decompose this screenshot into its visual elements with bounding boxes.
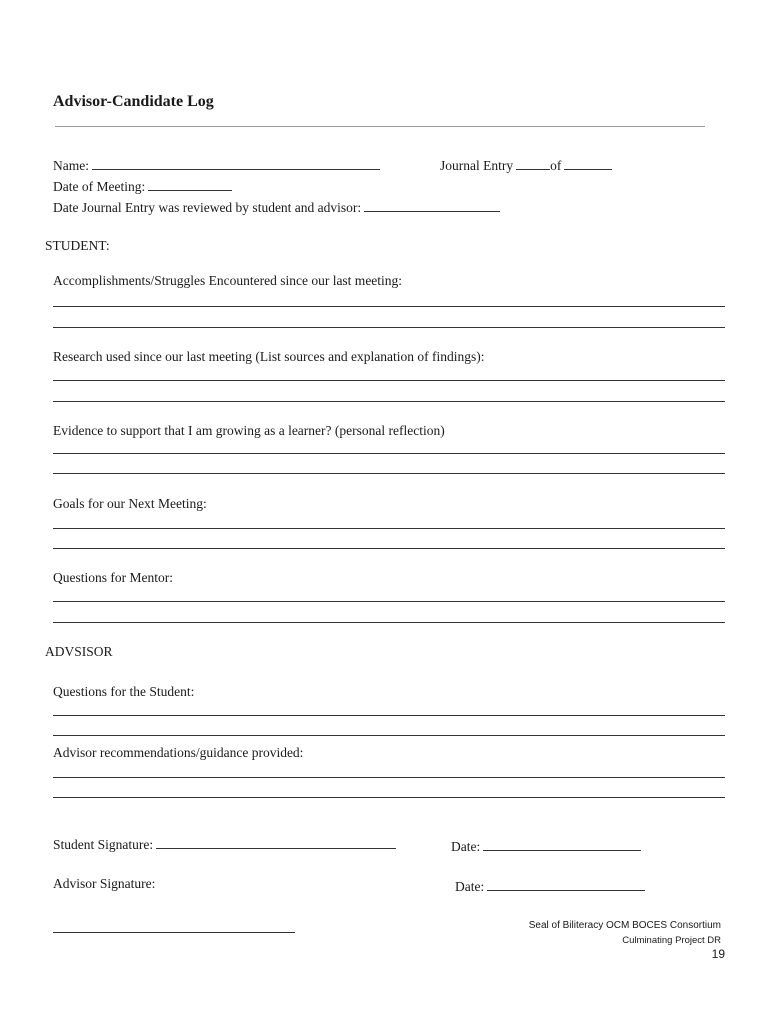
student-date-blank[interactable] — [483, 838, 641, 851]
student-heading: STUDENT: — [45, 238, 110, 253]
date-of-meeting-row — [53, 178, 232, 195]
date-reviewed-blank[interactable] — [364, 199, 500, 212]
advisor-date-label: Date: — [455, 879, 485, 894]
advisor-date-blank[interactable] — [487, 878, 645, 891]
student-signature-blank[interactable] — [156, 836, 396, 849]
page-number: 19 — [711, 947, 725, 961]
date-of-meeting-label: Date of Meeting: — [53, 179, 146, 194]
answer-line[interactable] — [53, 528, 725, 529]
journal-entry-row — [440, 157, 612, 174]
answer-line[interactable] — [53, 777, 725, 778]
advisor-heading: ADVSISOR — [45, 644, 113, 659]
answer-line[interactable] — [53, 601, 725, 602]
prompt-goals: Goals for our Next Meeting: — [53, 496, 207, 511]
prompt-questions-mentor: Questions for Mentor: — [53, 570, 173, 585]
prompt-research: Research used since our last meeting (List sources and explanation of findings): — [53, 349, 485, 364]
student-date-label: Date: — [451, 839, 481, 854]
answer-line[interactable] — [53, 380, 725, 381]
advisor-date-row — [455, 878, 645, 895]
page-title: Advisor-Candidate Log — [53, 93, 214, 110]
date-of-meeting-blank[interactable] — [148, 178, 232, 191]
answer-line[interactable] — [53, 453, 725, 454]
answer-line[interactable] — [53, 797, 725, 798]
advisor-signature-label: Advisor Signature: — [53, 876, 156, 891]
answer-line[interactable] — [53, 715, 725, 716]
prompt-evidence: Evidence to support that I am growing as a learner? (personal reflection) — [53, 423, 445, 438]
advisor-signature-line[interactable] — [53, 932, 295, 933]
title-divider — [55, 126, 705, 127]
footer-line-1: Seal of Biliteracy OCM BOCES Consortium — [528, 920, 721, 931]
journal-entry-label: Journal Entry — [440, 158, 514, 173]
journal-of-label: of — [550, 158, 562, 173]
answer-line[interactable] — [53, 401, 725, 402]
answer-line[interactable] — [53, 548, 725, 549]
footer-line-2: Culminating Project DR — [622, 935, 721, 946]
student-date-row — [451, 838, 641, 855]
name-blank[interactable] — [92, 157, 380, 170]
answer-line[interactable] — [53, 473, 725, 474]
prompt-accomplishments: Accomplishments/Struggles Encountered since our last meeting: — [53, 273, 403, 288]
journal-total-blank[interactable] — [564, 157, 612, 170]
name-label: Name: — [53, 158, 89, 173]
answer-line[interactable] — [53, 735, 725, 736]
date-reviewed-label: Date Journal Entry was reviewed by student and advisor: — [53, 200, 362, 215]
answer-line[interactable] — [53, 327, 725, 328]
journal-entry-number-blank[interactable] — [516, 157, 550, 170]
student-signature-row — [53, 836, 396, 853]
prompt-recommendations: Advisor recommendations/guidance provided: — [53, 745, 304, 760]
student-signature-label: Student Signature: — [53, 837, 154, 852]
date-reviewed-row — [53, 199, 500, 216]
answer-line[interactable] — [53, 306, 725, 307]
answer-line[interactable] — [53, 622, 725, 623]
prompt-questions-student: Questions for the Student: — [53, 684, 195, 699]
name-field-row — [53, 157, 380, 174]
